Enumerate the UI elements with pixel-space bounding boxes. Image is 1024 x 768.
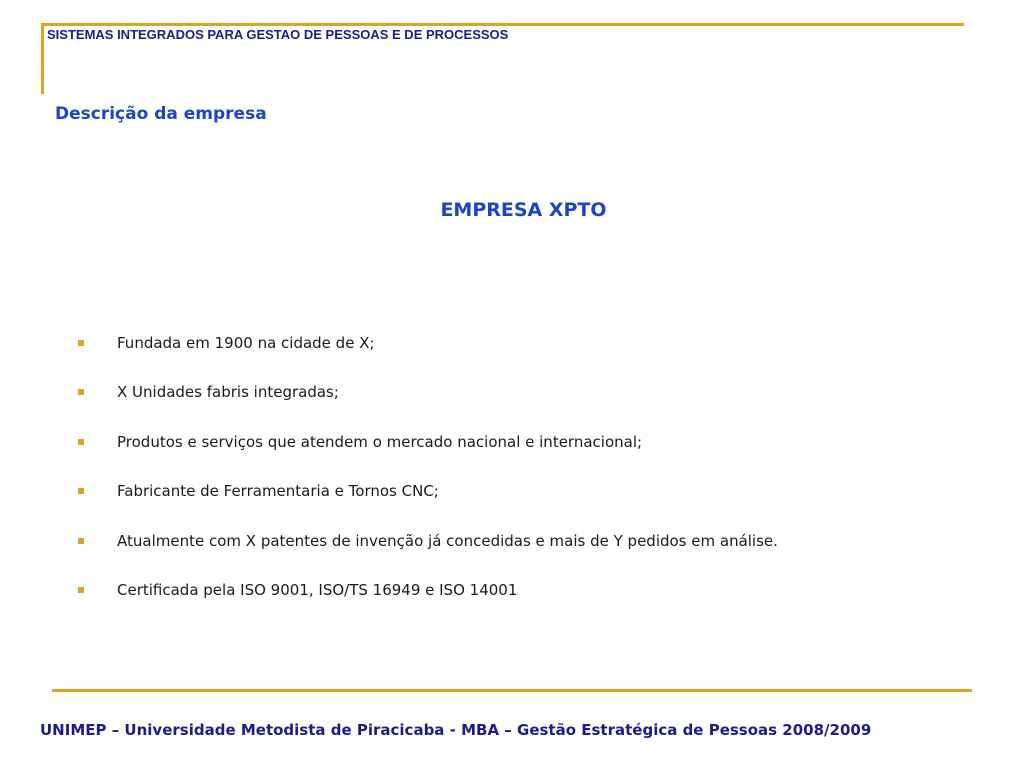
bullet-text: Produtos e serviços que atendem o mercado nacional e internacional; — [117, 432, 643, 451]
header-left-rule — [41, 23, 44, 94]
square-bullet-icon — [78, 587, 84, 593]
header-top-rule — [41, 23, 964, 26]
square-bullet-icon — [78, 340, 84, 346]
bullet-text: X Unidades fabris integradas; — [117, 383, 339, 402]
footer-text: UNIMEP – Universidade Metodista de Piracicaba - MBA – Gestão Estratégica de Pessoas 2008/2009 — [40, 721, 872, 739]
square-bullet-icon — [78, 488, 84, 494]
bullet-text: Fabricante de Ferramentaria e Tornos CNC; — [117, 482, 439, 501]
section-title: Descrição da empresa — [55, 104, 267, 124]
bullet-text: Atualmente com X patentes de invenção já concedidas e mais de Y pedidos em análise. — [117, 531, 778, 550]
square-bullet-icon — [78, 439, 84, 445]
slide-header-title: SISTEMAS INTEGRADOS PARA GESTAO DE PESSOAS E DE PROCESSOS — [47, 27, 509, 42]
footer-rule — [52, 689, 972, 692]
square-bullet-icon — [78, 389, 84, 395]
company-name: EMPRESA XPTO — [440, 199, 607, 221]
bullet-text: Fundada em 1900 na cidade de X; — [117, 334, 375, 352]
bullet-text: Certificada pela ISO 9001, ISO/TS 16949 e ISO 14001 — [117, 580, 518, 599]
square-bullet-icon — [78, 538, 84, 544]
